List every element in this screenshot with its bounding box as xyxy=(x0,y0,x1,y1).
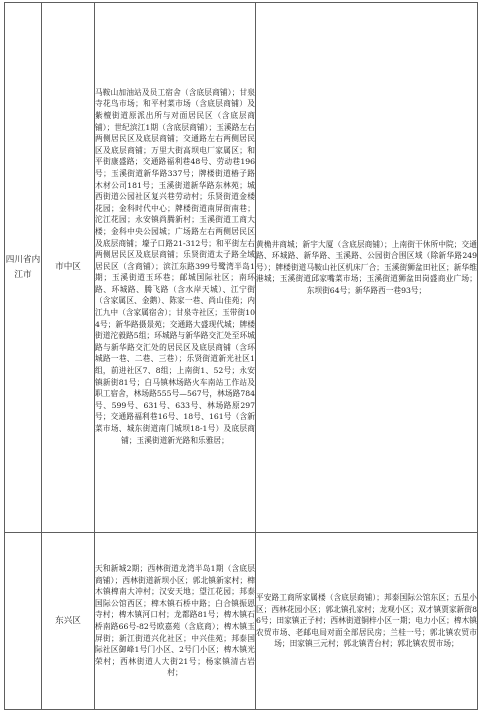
area-list-cell xyxy=(95,3,256,533)
district-cell xyxy=(42,3,95,533)
province-city-cell-empty xyxy=(5,533,42,710)
table-row xyxy=(5,533,478,710)
table-row xyxy=(5,3,478,533)
commerce-list-cell xyxy=(256,3,478,533)
area-list-text: 马鞍山加油站及员工宿舍（含底层商铺）；甘泉寺花鸟市场；和平村菜市场（含底层商铺）及紫檀街道原派出所与对面居民区（含底层商铺）；世纪滨江1期（含底层商铺）；玉溪路左右两侧居民区及底层商铺；交通路左右两侧居民区及底层商铺；万里大街高坝电厂家属区；和平街康盛路；交通路福利巷48号、劳动巷196号；玉溪街道新华路337号；牌楼街道椿子路木材公司181号；玉溪街道新华路东林苑；城西街道公园社区复兴巷劳动村；乐贤街道金楼花园；金科时代中心；牌楼街道南屏街南巷；沱江花园；永安镇尚腾新村；玉溪街道工商大楼；金科中央公园城；广场路左右两侧居民区及底层商铺；壕子口路21-312号；和平街左右两侧居民区及底层商铺；乐贤街道太子路全域居民区（含商铺）；滨江东路399号鹭湾半岛1期；玉溪街道玉环巷；邮城国际社区；南环路、环城路、腾飞路（含水岸天城）、江宁街（含家属区、金鹅）、陈家一巷、尚山佳苑；内江九中（含家属宿舍）；甘泉寺社区；玉带街104号；新华路摄景苑；交通路大盛现代城；牌楼街道沱毅路5组；环城路与新华路交汇处至环城路与新华路交汇处的居民区及底层商铺（含环城路一巷、二巷、三巷）；乐贤街道新光社区1组，前进社区7、8组；上南街1、52号；永安镇新街81号；白马镇林场路火车南站工作站及职工宿舍，林场路555号—567号，林场路784号、599号、631号、633号、林场路原297号；交通路福利巷16号、18号、161号（含新菜市场、城东街道南门城坝18-1号）及底层商铺；玉溪街道新光路和乐雅居； xyxy=(95,87,255,445)
risk-area-table xyxy=(4,2,478,710)
district-label: 东兴区 xyxy=(55,615,81,626)
district-label: 市中区 xyxy=(55,262,81,272)
commerce-list-text: 平安路工商所家属楼（含底层商铺）；邦泰国际公馆东区；五星小区；西林花园小区；郭北镇孔家村；龙观小区；双才镇贾家新街86号；田家镇正子村；西林街道铜梓小区一期；电力小区；椑木镇农贸市场、老邮电局对面全部居民房；兰桂一号；郭北镇农贸市场；田家镇三元村；郭北镇青台村；郭北镇农贸市场； xyxy=(256,593,477,649)
area-list-text: 天和新城2期；西林街道龙湾半岛1期（含底层商铺）；西林街道新坝小区；郭北镇新家村；椑木镇椑南大冲村；汉安天地；望江花园；邦泰国际公馆西区；椑木镇石桥中路；白合镇振恩寺村；椑木镇河口村；龙都路81号；椑木镇石桥南路66号-82号欧嘉苑（含底商）；椑木镇玉屏街；新江街道兴化社区；中兴佳苑；邦泰国际社区御峰1号门小区、2号门小区；椑木镇光荣村；西林街道人大街21号；杨家镇清古岩村； xyxy=(95,564,255,678)
commerce-list-cell xyxy=(256,533,478,710)
area-list-cell xyxy=(95,533,256,710)
province-city-cell xyxy=(5,3,42,533)
province-city-label: 四川省内江市 xyxy=(5,254,41,280)
district-cell xyxy=(42,533,95,710)
commerce-list-text: 黄桷井商城；新宇大厦（含底层商铺）；上南街干休所中院；交通路、环城路、新华路、玉溪路、公园街合围区域（除新华路249号）；牌楼街道马鞍山社区机床厂合；玉溪街狮盆田社区；新华维港城；玉溪街道邱家嘴菜市场；玉溪街道狮盆田岗盛商业广场；东坝街64号；新华路西一巷93号； xyxy=(256,239,477,295)
